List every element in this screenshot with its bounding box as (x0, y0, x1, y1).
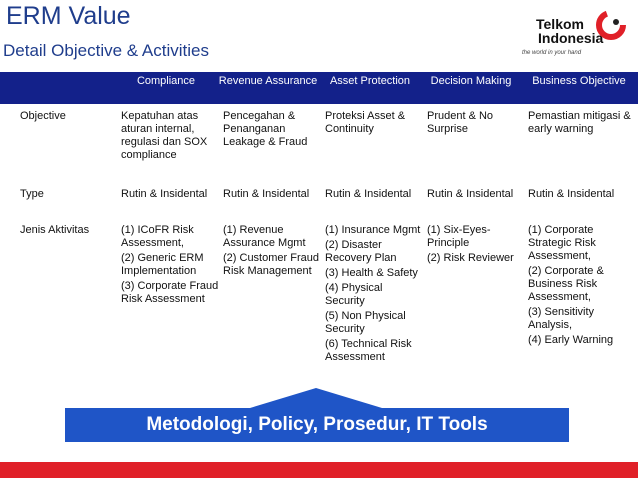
list-item: (3) Sensitivity Analysis, (528, 306, 595, 331)
row-label-type: Type (20, 188, 44, 200)
activities-cell-business-objective (528, 224, 634, 349)
list-item: (5) Non Physical Security (325, 310, 406, 335)
logo-tagline: the world in your hand (522, 50, 582, 56)
objective-cell-revenue-assurance: Pencegahan & Penanganan Leakage & Fraud (223, 110, 308, 148)
objective-cell-business-objective: Pemastian mitigasi & early warning (528, 110, 631, 135)
type-cell-business-objective: Rutin & Insidental (528, 188, 615, 200)
objective-cell-decision-making: Prudent & No Surprise (427, 110, 494, 135)
activities-cell-compliance (121, 224, 221, 308)
telkom-swirl-icon (594, 8, 628, 42)
list-item: (1) ICoFR Risk Assessment, (121, 224, 194, 249)
list-item: (4) Early Warning (528, 334, 614, 346)
column-header-decision-making: Decision Making (430, 75, 512, 87)
list-item: (2) Disaster Recovery Plan (325, 239, 397, 264)
bottom-stripe (0, 462, 638, 478)
type-cell-compliance: Rutin & Insidental (121, 188, 208, 200)
column-header-business-objective: Business Objective (532, 75, 626, 87)
objective-cell-compliance: Kepatuhan atas aturan internal, regulasi dan SOX compliance (121, 110, 208, 161)
list-item: (1) Six-Eyes-Principle (427, 224, 491, 249)
column-header-revenue-assurance: Revenue Assurance (218, 75, 318, 87)
column-header-compliance: Compliance (136, 75, 196, 87)
telkom-logo (506, 8, 630, 66)
page-title: ERM Value (6, 2, 131, 30)
list-item: (2) Risk Reviewer (427, 252, 514, 264)
type-cell-asset-protection: Rutin & Insidental (325, 188, 412, 200)
activities-cell-decision-making (427, 224, 527, 267)
methodology-banner: Metodologi, Policy, Prosedur, IT Tools (65, 408, 569, 442)
list-item: (3) Corporate Fraud Risk Assessment (121, 280, 219, 305)
list-item: (1) Revenue Assurance Mgmt (223, 224, 306, 249)
list-item: (2) Generic ERM Implementation (121, 252, 204, 277)
type-cell-decision-making: Rutin & Insidental (427, 188, 514, 200)
row-label-activities: Jenis Aktivitas (20, 224, 90, 236)
activities-cell-asset-protection (325, 224, 425, 366)
page-subtitle: Detail Objective & Activities (3, 41, 209, 60)
list-item: (1) Corporate Strategic Risk Assessment, (528, 224, 596, 262)
logo-line2: Indonesia (538, 30, 604, 46)
list-item: (2) Customer Fraud Risk Management (223, 252, 319, 277)
list-item: (4) Physical Security (325, 282, 383, 307)
logo-line1: Telkom (536, 16, 584, 32)
list-item: (2) Corporate & Business Risk Assessment, (528, 265, 604, 303)
type-cell-revenue-assurance: Rutin & Insidental (223, 188, 310, 200)
row-label-objective: Objective (20, 110, 66, 122)
list-item: (1) Insurance Mgmt (325, 224, 421, 236)
upward-arrow-icon (0, 386, 638, 410)
objective-cell-asset-protection: Proteksi Asset & Continuity (325, 110, 406, 135)
activities-cell-revenue-assurance (223, 224, 323, 280)
list-item: (6) Technical Risk Assessment (325, 338, 412, 363)
column-header-asset-protection: Asset Protection (329, 75, 411, 87)
list-item: (3) Health & Safety (325, 267, 418, 279)
